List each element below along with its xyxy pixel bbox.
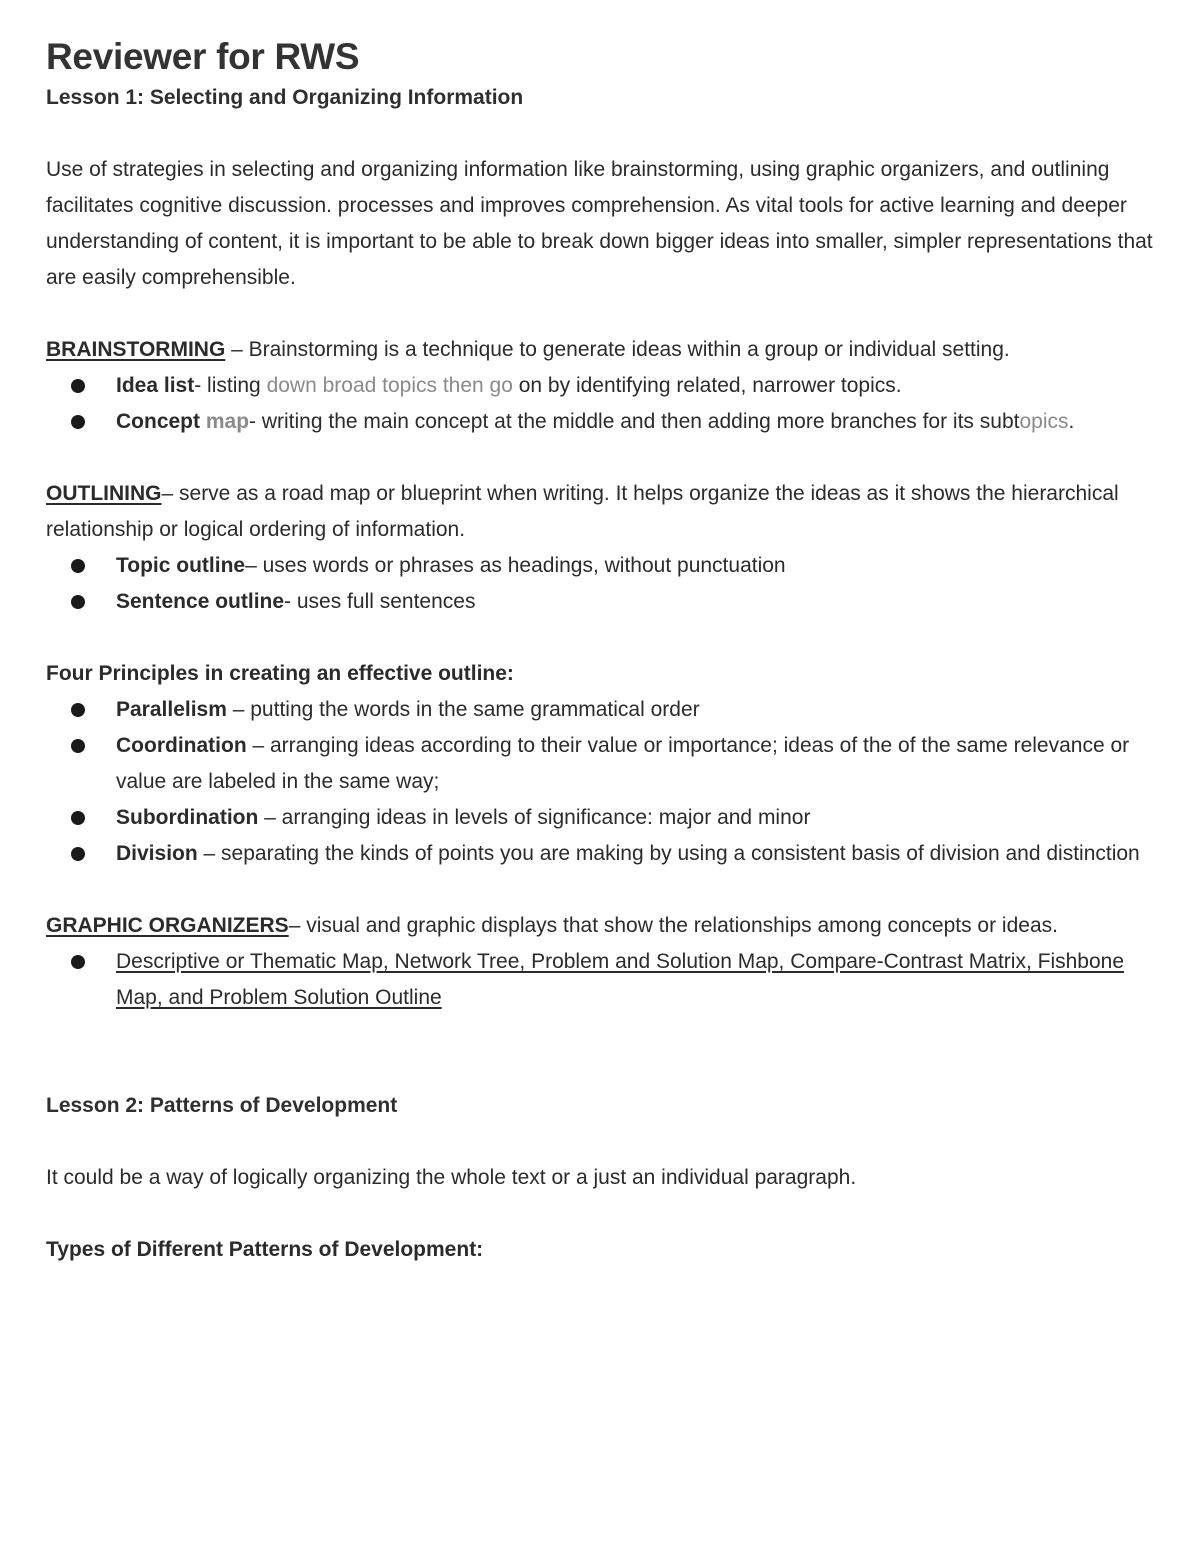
document-title: Reviewer for RWS <box>46 36 360 77</box>
item-text: – separating the kinds of points you are making by using a consistent basis of division and distinction <box>197 842 1140 865</box>
list-item <box>46 548 1166 584</box>
outlining-paragraph <box>46 476 1166 548</box>
outlining-list <box>46 548 1166 620</box>
bullet-icon <box>71 739 85 753</box>
principles-list <box>46 692 1166 872</box>
item-faded-text: opics <box>1019 410 1069 433</box>
bullet-icon <box>71 955 85 969</box>
item-text: - writing the main concept at the middle and then adding more branches for its subt <box>249 410 1020 433</box>
outlining-definition: – serve as a road map or blueprint when writing. It helps organize the ideas as it shows the hierarchical relationship or logical ordering of information. <box>46 482 1119 541</box>
item-term: Coordination <box>116 734 247 757</box>
list-item <box>46 836 1166 872</box>
graphic-organizer-types: Descriptive or Thematic Map, Network Tree, Problem and Solution Map, Compare-Contrast Matrix, Fishbone Map, and Problem Solution Outline <box>116 950 1125 1009</box>
item-term: Concept <box>116 410 206 433</box>
brainstorming-list <box>46 368 1166 440</box>
document-page <box>46 34 1166 1268</box>
list-item <box>46 800 1166 836</box>
graphic-organizers-definition: – visual and graphic displays that show the relationships among concepts or ideas. <box>288 914 1058 937</box>
item-text: - uses full sentences <box>284 590 476 613</box>
brainstorming-paragraph <box>46 332 1166 368</box>
bullet-icon <box>71 379 85 393</box>
list-item <box>46 728 1166 800</box>
item-text: – arranging ideas according to their value or importance; ideas of the of the same relevance or value are labeled in the same way; <box>116 734 1130 793</box>
item-text: on by identifying related, narrower topics. <box>512 374 902 397</box>
lesson-2-types-heading: Types of Different Patterns of Development: <box>46 1238 484 1261</box>
list-item <box>46 584 1166 620</box>
list-item <box>46 404 1166 440</box>
item-term: Idea list <box>116 374 195 397</box>
bullet-icon <box>71 559 85 573</box>
brainstorming-term: BRAINSTORMING <box>46 338 226 361</box>
lesson-2-heading: Lesson 2: Patterns of Development <box>46 1094 398 1117</box>
item-term: Parallelism <box>116 698 227 721</box>
item-text: – uses words or phrases as headings, without punctuation <box>245 554 786 577</box>
item-term-faded: map <box>205 410 250 433</box>
graphic-organizers-term: GRAPHIC ORGANIZERS <box>46 914 289 937</box>
item-term: Topic outline <box>116 554 246 577</box>
list-item <box>46 368 1166 404</box>
principles-heading: Four Principles in creating an effective outline: <box>46 662 514 685</box>
graphic-organizers-list <box>46 944 1166 1016</box>
bullet-icon <box>71 811 85 825</box>
lesson-2-intro: It could be a way of logically organizing the whole text or a just an individual paragraph. <box>46 1166 857 1189</box>
item-end: . <box>1068 410 1075 433</box>
bullet-icon <box>71 847 85 861</box>
item-term: Division <box>116 842 198 865</box>
graphic-organizers-paragraph <box>46 908 1166 944</box>
item-text: – arranging ideas in levels of significance: major and minor <box>258 806 811 829</box>
item-text: – putting the words in the same grammatical order <box>226 698 700 721</box>
lesson-1-intro: Use of strategies in selecting and organizing information like brainstorming, using graphic organizers, and outlining facilitates cognitive discussion. processes and improves comprehension. As vital tools for active learning and deeper understanding of content, it is important to be able to break down bigger ideas into smaller, simpler representations that are easily comprehensible. <box>46 158 1153 289</box>
bullet-icon <box>71 415 85 429</box>
list-item <box>46 944 1166 1016</box>
item-term: Subordination <box>116 806 259 829</box>
bullet-icon <box>71 595 85 609</box>
bullet-icon <box>71 703 85 717</box>
brainstorming-definition: – Brainstorming is a technique to generate ideas within a group or individual setting. <box>225 338 1010 361</box>
lesson-1-heading: Lesson 1: Selecting and Organizing Information <box>46 86 524 109</box>
item-term: Sentence outline <box>116 590 285 613</box>
outlining-term: OUTLINING <box>46 482 162 505</box>
item-separator: - listing <box>194 374 267 397</box>
item-faded-text: down broad topics then go <box>266 374 513 397</box>
list-item <box>46 692 1166 728</box>
